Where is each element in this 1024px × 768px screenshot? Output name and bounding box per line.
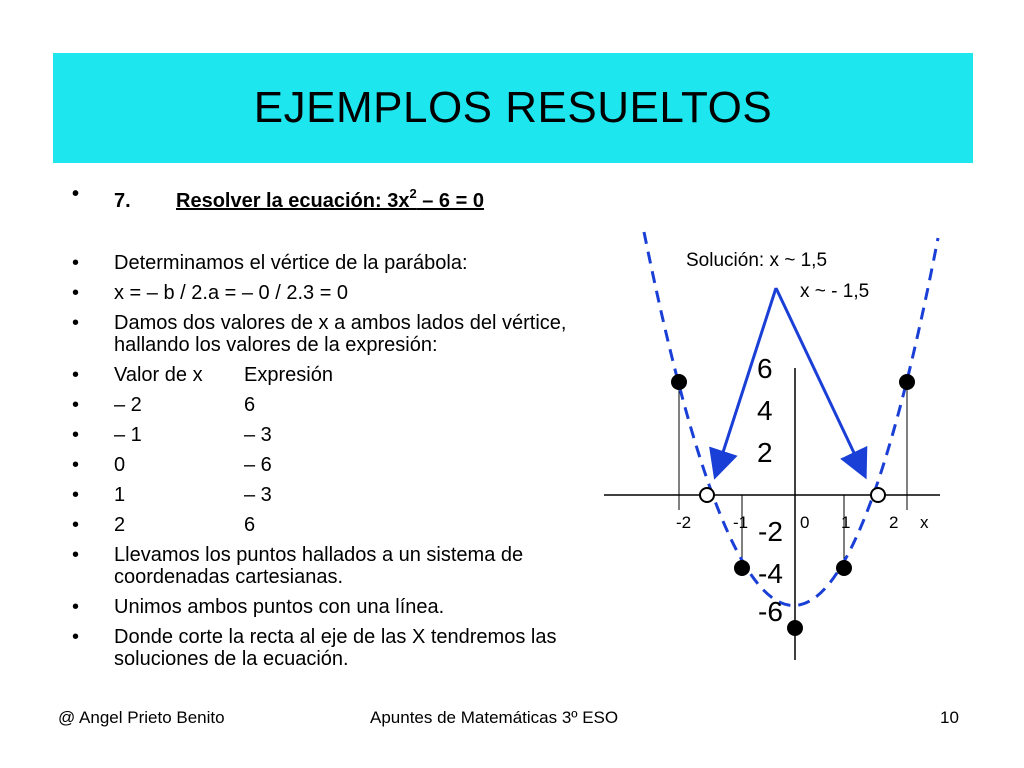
x-tick-label: -2 bbox=[676, 513, 692, 532]
solution-label-1: Solución: x ~ 1,5 bbox=[686, 250, 828, 271]
point-x2 bbox=[899, 374, 915, 390]
exponent: 2 bbox=[409, 186, 417, 201]
list-item: • x = – b / 2.a = – 0 / 2.3 = 0 bbox=[72, 282, 632, 304]
table-cell-value: 6 bbox=[244, 394, 256, 416]
list-item: • Donde corte la recta al eje de las X tendremos las soluciones de la ecuación. bbox=[72, 626, 632, 670]
list-item: • Llevamos los puntos hallados a un sistema de coordenadas cartesianas. bbox=[72, 544, 632, 588]
y-tick-label: 6 bbox=[757, 353, 773, 384]
table-cell-value: – 3 bbox=[244, 484, 272, 506]
exercise-number: 7. bbox=[114, 190, 131, 212]
list-item: • Damos dos valores de x a ambos lados del vértice, hallando los valores de la expresión: bbox=[72, 312, 632, 356]
arrow-to-positive-root bbox=[776, 288, 864, 474]
point-x-2 bbox=[671, 374, 687, 390]
list-item: • Unimos ambos puntos con una línea. bbox=[72, 596, 632, 618]
table-cell-x: – 1 bbox=[114, 424, 142, 446]
root-negative bbox=[700, 488, 714, 502]
y-tick-label: -4 bbox=[758, 558, 783, 589]
y-tick-label: -2 bbox=[758, 516, 783, 547]
table-row bbox=[72, 454, 632, 476]
table-row bbox=[72, 394, 632, 416]
title-bar bbox=[53, 53, 973, 163]
exercise-statement: Resolver la ecuación: 3x bbox=[176, 190, 410, 212]
footer-course: Apuntes de Matemáticas 3º ESO bbox=[370, 708, 619, 727]
footer-author: @ Angel Prieto Benito bbox=[58, 708, 225, 727]
x-axis-label: x bbox=[920, 513, 929, 532]
table-cell-x: 1 bbox=[114, 484, 126, 506]
table-row bbox=[72, 514, 632, 536]
exercise-statement-tail: – 6 = 0 bbox=[416, 190, 484, 212]
y-tick-label: 2 bbox=[757, 437, 773, 468]
table-cell-value: – 6 bbox=[244, 454, 272, 476]
page-title: EJEMPLOS RESUELTOS bbox=[253, 83, 773, 132]
table-cell-x: – 2 bbox=[114, 394, 142, 416]
table-header-expr: Expresión bbox=[244, 364, 333, 386]
list-item: • Determinamos el vértice de la parábola: bbox=[72, 252, 632, 274]
table-cell-value: 6 bbox=[244, 514, 256, 536]
table-row bbox=[72, 484, 632, 506]
exercise-heading bbox=[72, 183, 632, 212]
y-tick-label: 4 bbox=[757, 395, 773, 426]
x-tick-label: -1 bbox=[733, 513, 749, 532]
table-header-row bbox=[72, 364, 632, 386]
content-list bbox=[72, 183, 632, 678]
x-tick-label: 1 bbox=[841, 513, 851, 532]
point-x-1 bbox=[734, 560, 750, 576]
table-header-x: Valor de x bbox=[114, 364, 203, 386]
table-cell-x: 2 bbox=[114, 514, 126, 536]
root-positive bbox=[871, 488, 885, 502]
table-cell-x: 0 bbox=[114, 454, 126, 476]
point-vertex bbox=[787, 620, 803, 636]
parabola-curve bbox=[644, 232, 938, 606]
footer-page-number: 10 bbox=[940, 708, 959, 727]
table-cell-value: – 3 bbox=[244, 424, 272, 446]
x-tick-label: 0 bbox=[800, 513, 810, 532]
point-x1 bbox=[836, 560, 852, 576]
solution-label-2: x ~ - 1,5 bbox=[800, 281, 870, 302]
parabola-graph bbox=[600, 228, 945, 668]
x-tick-label: 2 bbox=[889, 513, 899, 532]
table-row bbox=[72, 424, 632, 446]
y-tick-label: -6 bbox=[758, 596, 783, 627]
